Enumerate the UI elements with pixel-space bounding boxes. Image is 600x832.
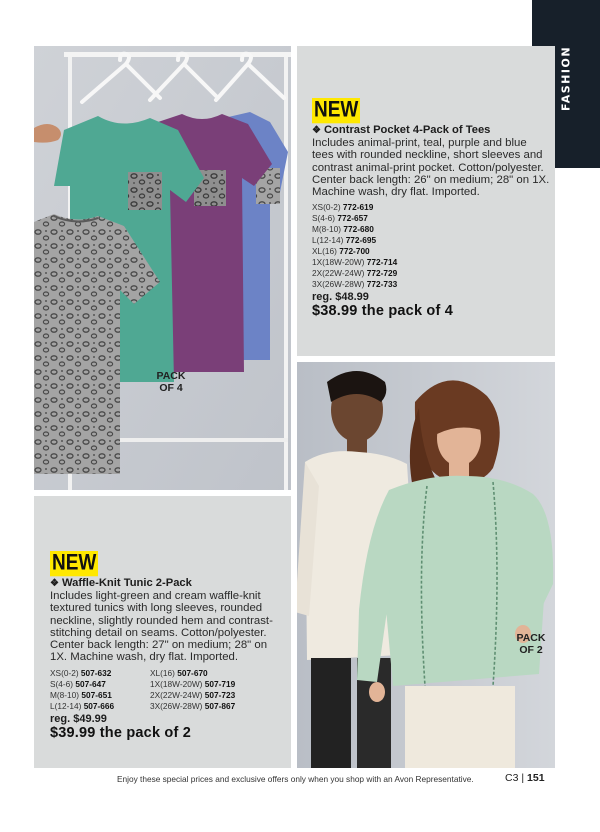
pack-of-2-label: PACK OF 2	[516, 632, 546, 656]
size-row: M(8-10) 772-680	[312, 224, 374, 235]
size-row: 3X(26W-28W) 772-733	[312, 279, 398, 290]
size-list-column-2	[150, 668, 235, 712]
footer-note: Enjoy these special prices and exclusive offers only when you shop with an Avon Representative.	[117, 774, 474, 784]
size-row: 2X(22W-24W) 772-729	[312, 268, 398, 279]
tees-info-panel	[297, 46, 555, 356]
size-row: L(12-14) 772-695	[312, 235, 377, 246]
pack-of-4-label: PACK OF 4	[156, 370, 186, 394]
regular-price: reg. $49.99	[50, 712, 107, 725]
size-row: XS(0-2) 507-632	[50, 667, 112, 678]
size-columns	[50, 668, 286, 712]
size-row: XS(0-2) 772-619	[312, 202, 374, 213]
size-row: S(4-6) 507-647	[50, 678, 106, 689]
size-row: M(8-10) 507-651	[50, 689, 112, 700]
size-list	[312, 202, 550, 290]
size-row: L(12-14) 507-666	[50, 700, 115, 711]
diamond-bullet-icon: ❖	[50, 578, 59, 589]
tunics-info-panel	[34, 496, 291, 768]
section-code: C3	[505, 772, 519, 784]
tees-photo-illustration	[34, 46, 291, 490]
new-badge: NEW	[314, 98, 359, 123]
section-tab-label: FASHION	[559, 45, 573, 112]
size-row: S(4-6) 772-657	[312, 213, 368, 224]
tunics-info-content	[50, 551, 286, 741]
size-row: 2X(22W-24W) 507-723	[150, 689, 236, 700]
new-badge: NEW	[52, 551, 97, 576]
page-folio	[505, 772, 545, 784]
product-title	[50, 577, 286, 589]
product-title-text: Contrast Pocket 4-Pack of Tees	[323, 124, 491, 136]
folio-separator: |	[521, 772, 525, 784]
tees-info-content	[312, 98, 550, 319]
size-list-column-1	[50, 668, 144, 712]
size-row: 1X(18W-20W) 772-714	[312, 257, 398, 268]
sale-price: $39.99 the pack of 2	[50, 724, 192, 741]
product-title	[312, 124, 550, 136]
regular-price: reg. $48.99	[312, 291, 369, 304]
size-row: 3X(26W-28W) 507-867	[150, 700, 236, 711]
size-row: XL(16) 507-670	[150, 667, 208, 678]
page-number: 151	[527, 772, 545, 784]
tees-photo	[34, 46, 291, 490]
tunics-photo	[297, 362, 555, 768]
product-description: Includes animal-print, teal, purple and blue tees with rounded neckline, short sleeves and contrast animal-print pocket. Cotton/polyester. Center back length: 26" on medium; 28" on 1X. Machine wash, dry flat. Imported.	[312, 137, 550, 199]
size-row: XL(16) 772-700	[312, 246, 370, 257]
diamond-bullet-icon: ❖	[312, 125, 321, 136]
sale-price: $38.99 the pack of 4	[312, 303, 454, 320]
size-row: 1X(18W-20W) 507-719	[150, 678, 236, 689]
product-description: Includes light-green and cream waffle-knit textured tunics with long sleeves, rounded neckline, slightly rounded hem and contrast-stitching detail on seams. Cotton/polyester. Center back length: 27" on medium; 28" on 1X. Machine wash, dry flat. Imported.	[50, 590, 273, 664]
tunics-photo-illustration	[297, 362, 555, 768]
product-title-text: Waffle-Knit Tunic 2-Pack	[61, 577, 192, 589]
